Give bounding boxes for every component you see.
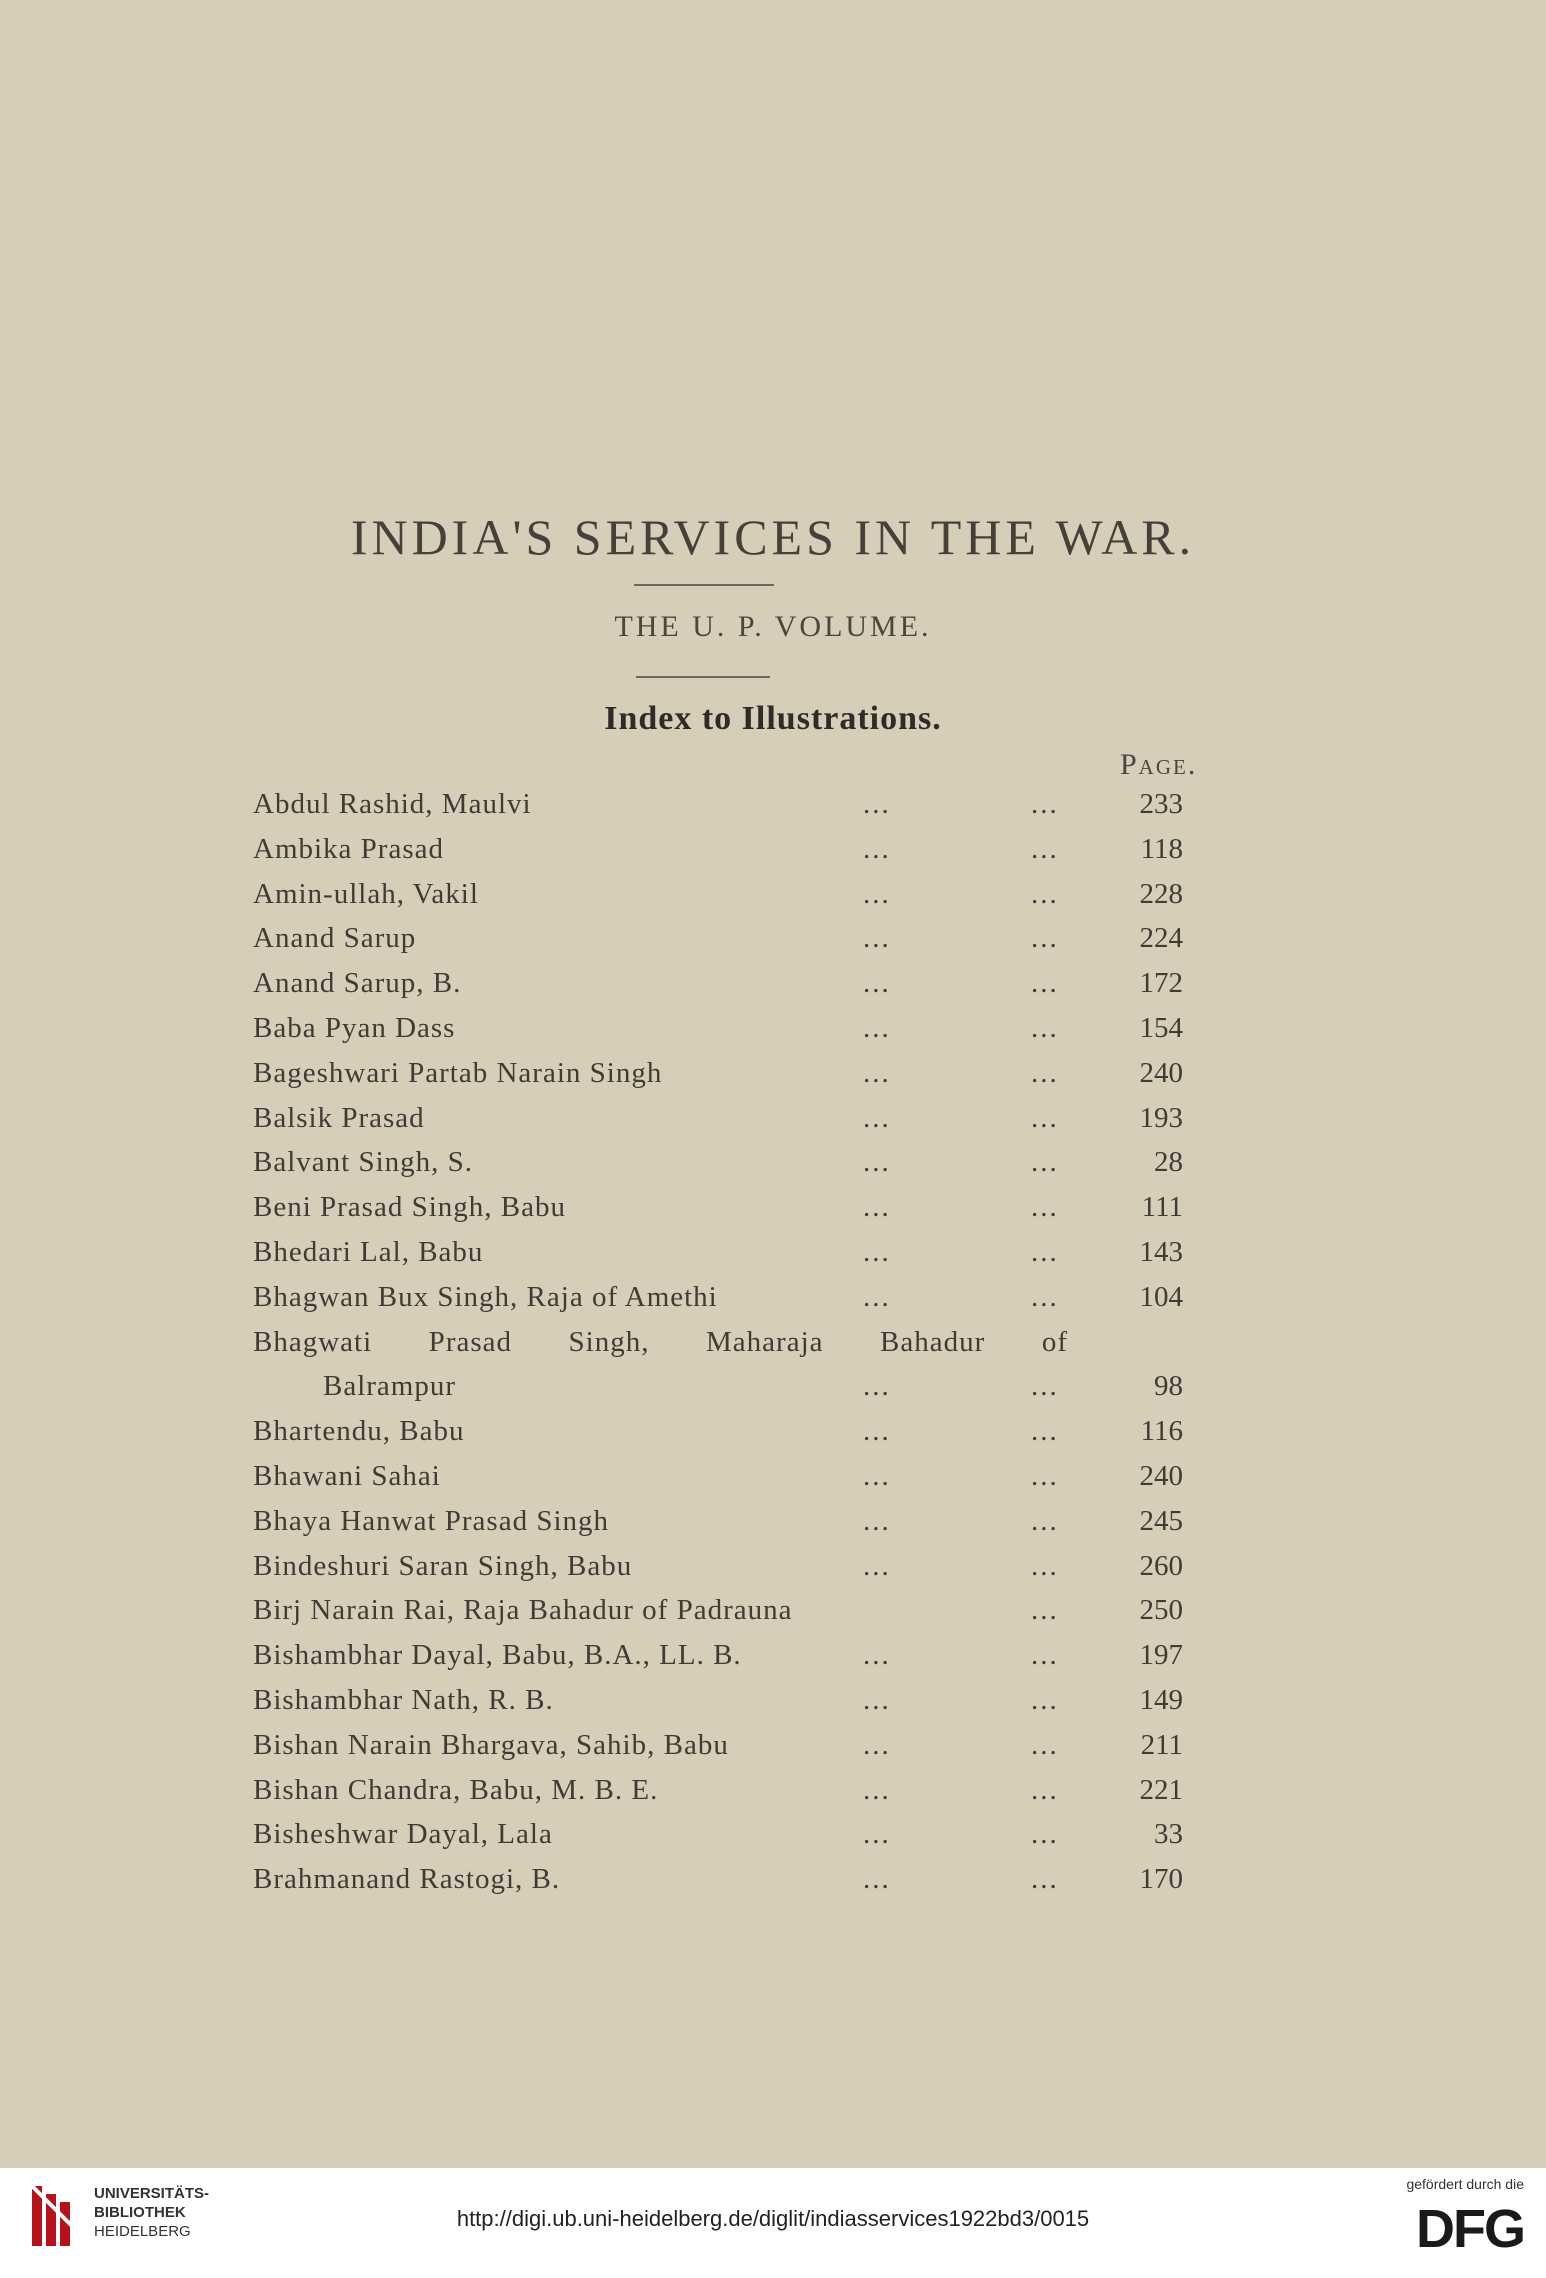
library-name-line1: UNIVERSITÄTS- [94,2185,210,2202]
entry-leader-dots: ... [1031,922,1059,954]
index-entry [253,1863,1253,1907]
entry-leader-dots: ... [1031,878,1059,910]
entry-name: Bindeshuri Saran Singh, Babu [253,1550,633,1582]
entry-leader-dots: ... [863,1863,891,1895]
entry-leader-dots: ... [863,1191,891,1223]
index-entry [253,1684,1253,1728]
entry-leader-dots: ... [863,878,891,910]
entry-leader-dots: ... [1031,1505,1059,1537]
index-entry [253,1818,1253,1862]
dfg-logo: DFG [1416,2199,1524,2259]
entry-leader-dots: ... [1031,1594,1059,1626]
entry-leader-dots: ... [1031,1639,1059,1671]
entry-name: Baba Pyan Dass [253,1012,456,1044]
entry-leader-dots: ... [1031,1460,1059,1492]
entry-leader-dots: ... [863,1684,891,1716]
entry-page-number: 111 [1141,1191,1183,1223]
entry-leader-dots: ... [863,1057,891,1089]
entry-name: Bisheshwar Dayal, Lala [253,1818,553,1850]
entry-page-number: 240 [1139,1057,1183,1089]
entry-leader-dots: ... [1031,1057,1059,1089]
entry-leader-dots: ... [863,1236,891,1268]
entry-page-number: 228 [1139,878,1183,910]
document-subtitle: THE U. P. VOLUME. [614,610,932,643]
entry-leader-dots: ... [863,1415,891,1447]
index-entry [253,922,1253,966]
entry-page-number: 143 [1139,1236,1183,1268]
index-entry [253,1281,1253,1325]
index-entry [253,1639,1253,1683]
entry-name: Anand Sarup [253,922,417,954]
index-entry [253,833,1253,877]
entry-leader-dots: ... [863,1460,891,1492]
entry-leader-dots: ... [863,922,891,954]
index-entry [253,1505,1253,1549]
entry-leader-dots: ... [863,1818,891,1850]
entry-name: Bhaya Hanwat Prasad Singh [253,1505,610,1537]
entry-name: Beni Prasad Singh, Babu [253,1191,566,1223]
entry-leader-dots: ... [1031,1774,1059,1806]
entry-page-number: 149 [1139,1684,1183,1716]
entry-name: Balsik Prasad [253,1102,425,1134]
entry-leader-dots: ... [1031,1012,1059,1044]
entry-page-number: 170 [1139,1863,1183,1895]
entry-name: Bhawani Sahai [253,1460,441,1492]
entry-leader-dots: ... [1031,1550,1059,1582]
source-url-link[interactable]: http://digi.ub.uni-heidelberg.de/diglit/indiasservices1922bd3/0015 [456,2206,1090,2231]
entry-leader-dots: ... [1031,1146,1059,1178]
index-entry [253,878,1253,922]
entry-page-number: 116 [1140,1415,1183,1447]
entry-name: Bageshwari Partab Narain Singh [253,1057,663,1089]
entry-name: Bhagwan Bux Singh, Raja of Amethi [253,1281,718,1313]
entry-leader-dots: ... [863,967,891,999]
index-entry [253,1146,1253,1190]
index-entry [253,1370,1253,1414]
entry-leader-dots: ... [1031,1102,1059,1134]
entry-name: Bishan Narain Bhargava, Sahib, Babu [253,1729,729,1761]
index-entry [253,1326,1253,1370]
subtitle-rule [636,676,770,678]
entry-leader-dots: ... [1031,1236,1059,1268]
entry-leader-dots: ... [863,788,891,820]
library-name-line3: HEIDELBERG [94,2223,191,2240]
index-entry [253,788,1253,832]
index-entry [253,1774,1253,1818]
entry-leader-dots: ... [863,1102,891,1134]
entry-leader-dots: ... [863,1729,891,1761]
page-column-label: Page. [1120,748,1198,781]
entry-leader-dots: ... [1031,1818,1059,1850]
entry-page-number: 33 [1154,1818,1183,1850]
entry-page-number: 154 [1139,1012,1183,1044]
index-entry [253,1729,1253,1773]
entry-leader-dots: ... [863,1281,891,1313]
footer-bar [0,2168,1546,2278]
funding-note: gefördert durch die [1406,2176,1524,2192]
entry-page-number: 240 [1139,1460,1183,1492]
entry-name: Bishambhar Dayal, Babu, B.A., LL. B. [253,1639,742,1671]
entry-leader-dots: ... [1031,1191,1059,1223]
entry-name: Birj Narain Rai, Raja Bahadur of Padrauna [253,1594,793,1626]
entry-leader-dots: ... [1031,1729,1059,1761]
entry-leader-dots: ... [863,1370,891,1402]
entry-page-number: 245 [1139,1505,1183,1537]
document-title: INDIA'S SERVICES IN THE WAR. [350,509,1196,565]
entry-page-number: 193 [1139,1102,1183,1134]
entry-leader-dots: ... [863,833,891,865]
entry-leader-dots: ... [1031,1370,1059,1402]
entry-name: Bhagwati Prasad Singh, Maharaja Bahadur of [253,1326,1068,1358]
entry-name: Brahmanand Rastogi, B. [253,1863,561,1895]
entry-page-number: 224 [1139,922,1183,954]
entry-leader-dots: ... [863,1505,891,1537]
entry-page-number: 260 [1139,1550,1183,1582]
entry-page-number: 118 [1140,833,1183,865]
index-entry [253,1191,1253,1235]
entry-name: Balvant Singh, S. [253,1146,474,1178]
entry-page-number: 197 [1139,1639,1183,1671]
entry-leader-dots: ... [1031,1863,1059,1895]
index-entry [253,1460,1253,1504]
entry-page-number: 211 [1140,1729,1183,1761]
entry-name: Bishan Chandra, Babu, M. B. E. [253,1774,659,1806]
index-entry [253,1550,1253,1594]
entry-leader-dots: ... [1031,788,1059,820]
index-entry [253,1236,1253,1280]
entry-leader-dots: ... [863,1774,891,1806]
entry-name: Abdul Rashid, Maulvi [253,788,532,820]
library-name-line2: BIBLIOTHEK [94,2204,186,2221]
entry-leader-dots: ... [1031,1281,1059,1313]
entry-page-number: 233 [1139,788,1183,820]
index-entry [253,967,1253,1011]
entry-name: Amin-ullah, Vakil [253,878,479,910]
index-heading: Index to Illustrations. [604,700,942,737]
entry-name: Bishambhar Nath, R. B. [253,1684,554,1716]
entry-name: Anand Sarup, B. [253,967,462,999]
entry-page-number: 250 [1139,1594,1183,1626]
index-entry [253,1594,1253,1638]
entry-name: Ambika Prasad [253,833,444,865]
entry-leader-dots: ... [863,1012,891,1044]
entry-leader-dots: ... [863,1639,891,1671]
entry-name: Balrampur [323,1370,457,1402]
entry-leader-dots: ... [1031,1684,1059,1716]
entry-page-number: 172 [1139,967,1183,999]
index-entry [253,1102,1253,1146]
entry-leader-dots: ... [1031,833,1059,865]
entry-page-number: 28 [1154,1146,1183,1178]
entry-leader-dots: ... [1031,1415,1059,1447]
entry-leader-dots: ... [863,1146,891,1178]
entry-page-number: 104 [1139,1281,1183,1313]
index-entry [253,1012,1253,1056]
entry-name: Bhedari Lal, Babu [253,1236,484,1268]
entry-page-number: 221 [1139,1774,1183,1806]
entry-leader-dots: ... [1031,967,1059,999]
index-entry [253,1057,1253,1101]
entry-name: Bhartendu, Babu [253,1415,465,1447]
entry-page-number: 98 [1154,1370,1183,1402]
index-entry [253,1415,1253,1459]
entry-leader-dots: ... [863,1550,891,1582]
title-rule [634,584,774,586]
